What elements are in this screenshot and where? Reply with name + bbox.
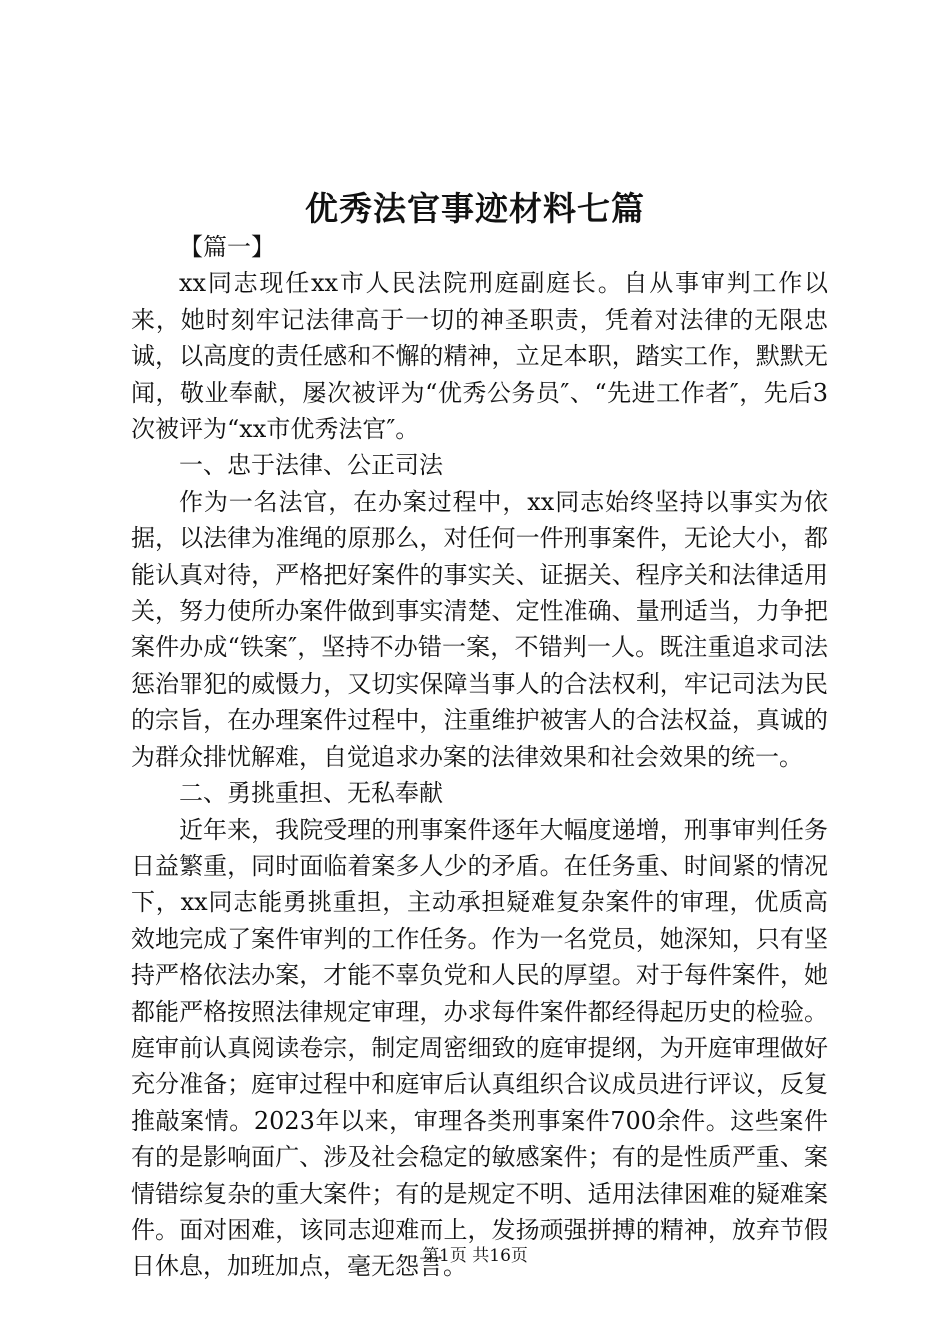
section-heading-loyal-to-law: 一、忠于法律、公正司法 [179, 451, 443, 480]
intro-paragraph: xx同志现任xx市人民法院刑庭副庭长。自从事审判工作以来，她时刻牢记法律高于一切的神圣职责，凭着对法律的无限忠诚，以高度的责任感和不懈的精神，立足本职，踏实工作，默默无闻，敬业奉献，屡次被评为“优秀公务员″、“先进工作者″，先后3次被评为“xx市优秀法官″。 [131, 269, 828, 444]
body-paragraph-justice: 作为一名法官，在办案过程中，xx同志始终坚持以事实为依据，以法律为准绳的原那么，对任何一件刑事案件，无论大小，都能认真对待，严格把好案件的事实关、证据关、程序关和法律适用关，努力使所办案件做到事实清楚、定性准确、量刑适当，力争把案件办成“铁案″，坚持不办错一案，不错判一人。既注重追求司法惩治罪犯的威慑力，又切实保障当事人的合法权利，牢记司法为民的宗旨，在办理案件过程中，注重维护被害人的合法权益，真诚的为群众排忧解难，自觉追求办案的法律效果和社会效果的统一。 [131, 487, 828, 771]
section-heading-part-one: 【篇一】 [179, 233, 275, 261]
document-body [131, 229, 828, 1285]
page-number-footer: 第1页 共16页 [422, 1246, 528, 1266]
document-title: 优秀法官事迹材料七篇 [305, 189, 645, 228]
body-paragraph-dedication: 近年来，我院受理的刑事案件逐年大幅度递增，刑事审判任务日益繁重，同时面临着案多人少的矛盾。在任务重、时间紧的情况下，xx同志能勇挑重担，主动承担疑难复杂案件的审理，优质高效地完成了案件审判的工作任务。作为一名党员，她深知，只有坚持严格依法办案，才能不辜负党和人民的厚望。对于每件案件，她都能严格按照法律规定审理，办求每件案件都经得起历史的检验。庭审前认真阅读卷宗，制定周密细致的庭审提纲，为开庭审理做好充分准备；庭审过程中和庭审后认真组织合议成员进行评议，反复推敲案情。2023年以来，审理各类刑事案件700余件。这些案件有的是影响面广、涉及社会稳定的敏感案件；有的是性质严重、案情错综复杂的重大案件；有的是规定不明、适用法律困难的疑难案件。面对困难，该同志迎难而上，发扬顽强拼搏的精神，放弃节假日休息，加班加点，毫无怨言。 [131, 815, 828, 1281]
section-heading-take-burden: 二、勇挑重担、无私奉献 [179, 779, 443, 808]
